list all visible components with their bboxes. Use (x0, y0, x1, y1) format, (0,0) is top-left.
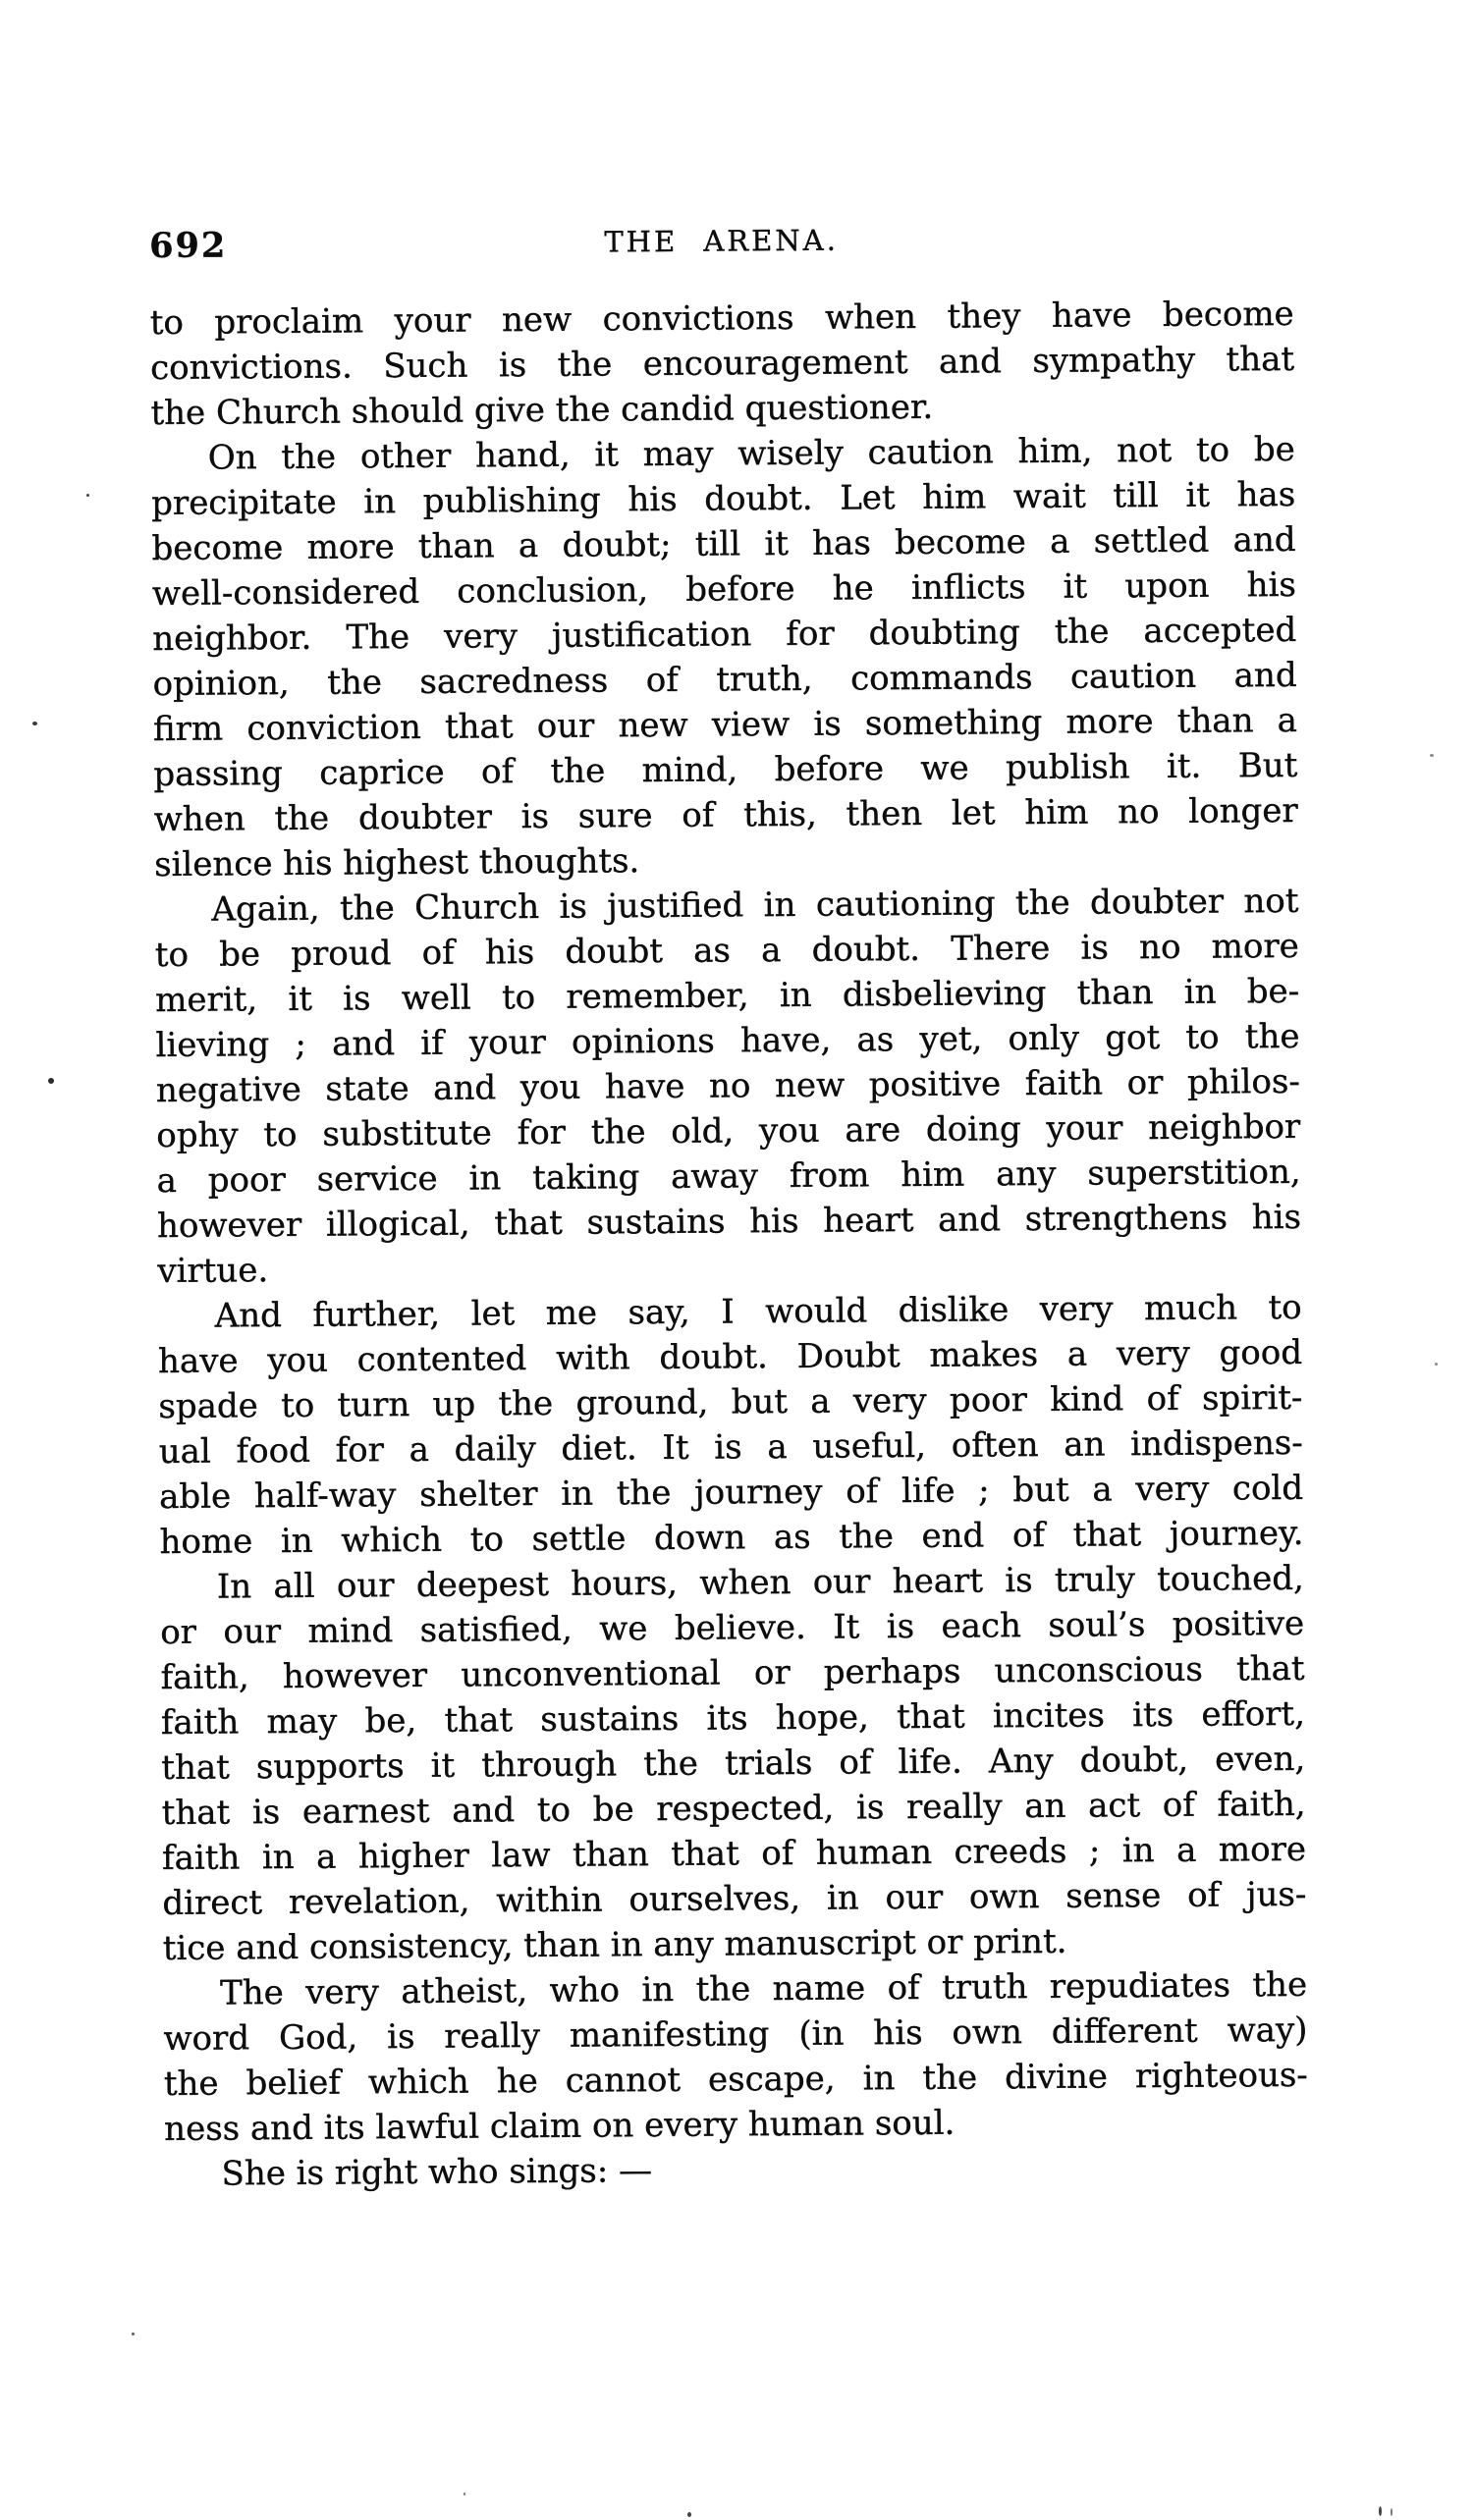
text-line: convictions. Such is the encouragement and sympathy that (149, 339, 1295, 389)
text-line: a poor service in taking away from him any superstition, (156, 1152, 1301, 1202)
scan-speck (86, 494, 89, 497)
text-line: negative state and you have no new positive faith or philos- (155, 1061, 1301, 1111)
paragraph (164, 2143, 1308, 2197)
text-line: that supports it through the trials of life. Any doubt, even, (161, 1739, 1306, 1789)
text-line: lieving ; and if your opinions have, as yet, only got to the (155, 1016, 1300, 1066)
text-line: able half-way shelter in the journey of life ; but a very cold (159, 1468, 1304, 1518)
paragraph (151, 427, 1299, 887)
text-line: faith may be, that sustains its hope, that incites its effort, (160, 1693, 1306, 1743)
text-line: ophy to substitute for the old, you are doing your neighbor (156, 1106, 1301, 1156)
scan-speck (1430, 754, 1434, 757)
running-head (149, 217, 1293, 269)
scan-speck (1391, 2508, 1392, 2516)
text-line: the Church should give the candid questioner. (150, 387, 934, 434)
text-line: however illogical, that sustains his heart and strengthens his (156, 1197, 1302, 1247)
text-line: On the other hand, it may wisely caution him, not to be (207, 429, 1295, 478)
text-line: silence his highest thoughts. (153, 841, 640, 885)
text-line: ual food for a daily diet. It is a useful, often an indispens- (158, 1422, 1303, 1473)
page-body (150, 292, 1309, 2197)
text-line: the belief which he cannot escape, in the divine righteous- (163, 2055, 1308, 2105)
paragraph (154, 879, 1301, 1294)
scan-speck (1379, 2506, 1382, 2516)
text-line: or our mind satisfied, we believe. It is each soul’s positive (160, 1603, 1305, 1653)
text-line: direct revelation, within ourselves, in our own sense of jus- (162, 1874, 1307, 1924)
paragraph (158, 1285, 1304, 1565)
text-line: become more than a doubt; till it has become a settled and (151, 519, 1296, 569)
scan-speck (687, 2512, 691, 2517)
scan-speck (132, 2332, 135, 2335)
running-title: THE ARENA. (604, 223, 840, 259)
text-line: when the doubter is sure of this, then let him no longer (153, 790, 1298, 840)
text-line: The very atheist, who in the name of truth repudiates the (219, 1964, 1308, 2013)
text-line: faith, however unconventional or perhaps unconscious that (160, 1648, 1305, 1698)
text-line: In all our deepest hours, when our heart is truly touched, (216, 1558, 1305, 1607)
text-line: precipitate in publishing his doubt. Let him wait till it has (151, 474, 1296, 524)
text-line: tice and consistency, than in any manuscript or print. (162, 1921, 1067, 1969)
scan-speck (48, 1078, 54, 1084)
text-line: word God, is really manifesting (in his own different way) (163, 2010, 1308, 2060)
text-line: well-considered conclusion, before he inflicts it upon his (151, 564, 1297, 615)
text-line: neighbor. The very justification for doubting the accepted (152, 610, 1297, 660)
page-number: 692 (148, 225, 228, 267)
text-line: merit, it is well to remember, in disbelieving than in be- (155, 971, 1300, 1021)
text-line: to be proud of his doubt as a doubt. There is no more (154, 926, 1299, 976)
text-line: spade to turn up the ground, but a very poor kind of spirit- (158, 1377, 1303, 1427)
text-line: to proclaim your new convictions when they have become (149, 294, 1294, 344)
scan-speck (32, 722, 37, 725)
text-line: ness and its lawful claim on every human soul. (164, 2103, 955, 2150)
text-line: opinion, the sacredness of truth, commands caution and (152, 655, 1297, 705)
text-line: She is right who sings: — (221, 2151, 653, 2194)
text-line: firm conviction that our new view is something more than a (152, 700, 1298, 750)
paragraph (150, 292, 1295, 436)
text-line: have you contented with doubt. Doubt makes a very good (157, 1332, 1303, 1382)
text-line: faith in a higher law than that of human creeds ; in a more (161, 1829, 1307, 1879)
paragraph (160, 1556, 1307, 1971)
paragraph (163, 1962, 1308, 2152)
scan-speck (464, 2493, 465, 2495)
text-line: home in which to settle down as the end of that journey. (159, 1513, 1304, 1563)
text-line: passing caprice of the mind, before we publish it. But (153, 745, 1298, 795)
text-line: And further, let me say, I would dislike very much to (214, 1287, 1302, 1336)
text-line: virtue. (157, 1251, 269, 1292)
text-line: Again, the Church is justified in cautioning the doubter not (211, 881, 1299, 930)
text-line: that is earnest and to be respected, is really an act of faith, (161, 1784, 1306, 1834)
scan-speck (1435, 1363, 1438, 1366)
